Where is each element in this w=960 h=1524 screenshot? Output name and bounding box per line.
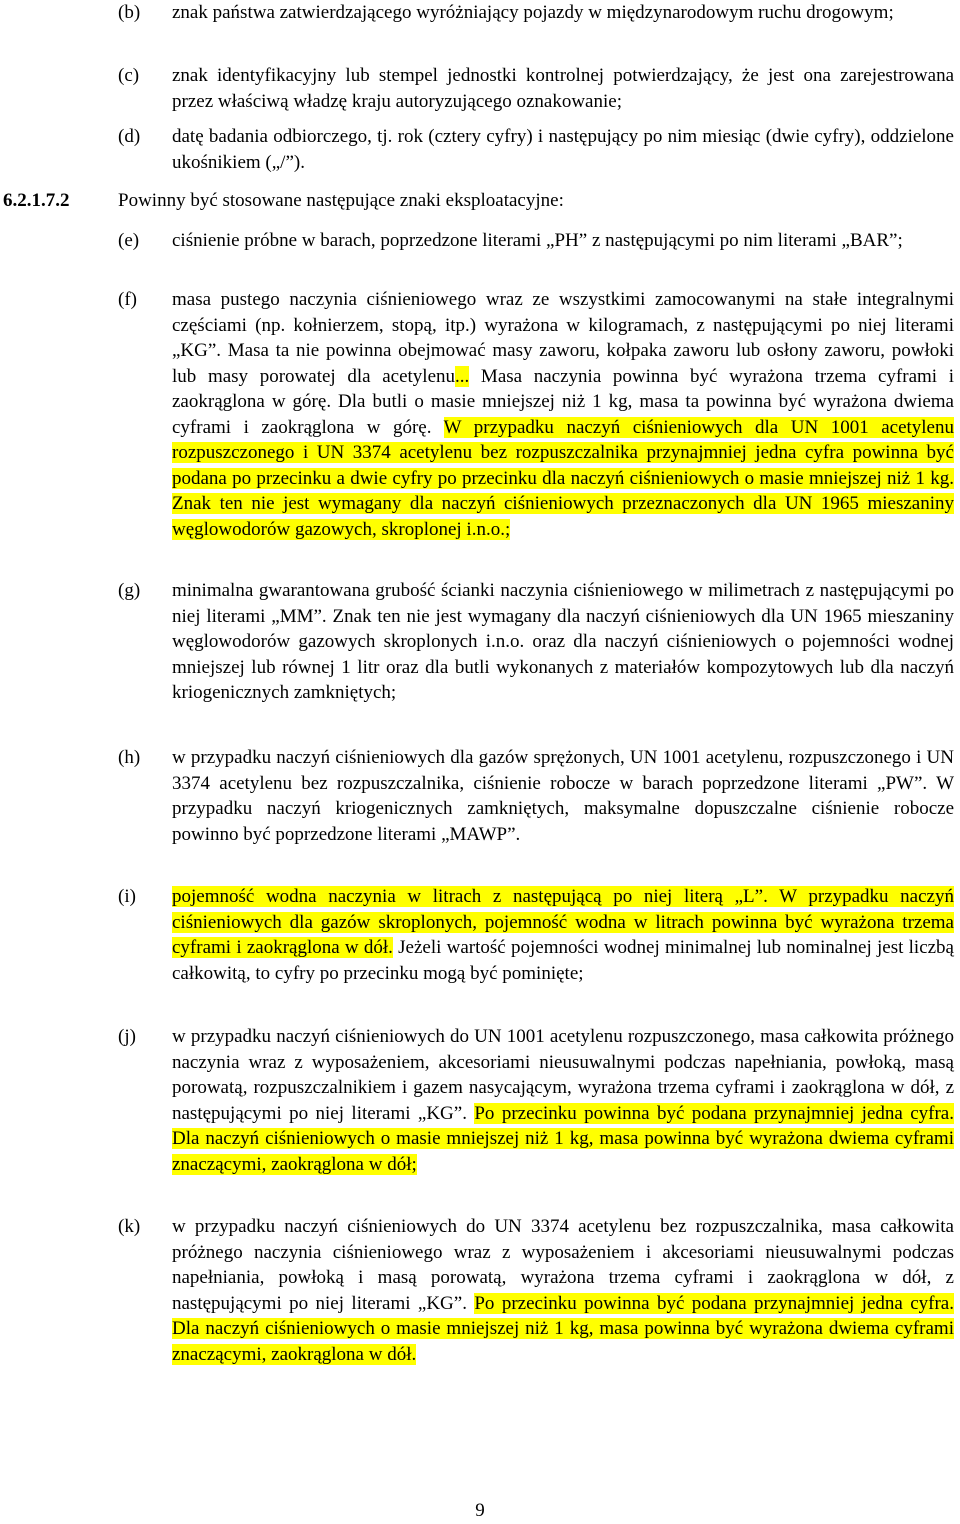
- item-text: [172, 287, 954, 542]
- highlighted-text: pojemność wodna naczynia w litrach z następującą po niej literą „L”. W przypadku naczyń ciśnieniowych dla gazów skroplonych, pojemność wodna w litrach powinna być wyrażona trzema cyframi i zaokrąglona w dół.: [172, 886, 954, 958]
- item-text: [172, 1214, 954, 1367]
- item-label: (j): [118, 1026, 136, 1047]
- item-text: [172, 1024, 954, 1177]
- highlighted-text: W przypadku naczyń ciśnieniowych dla UN 1001 acetylenu rozpuszczonego i UN 3374 acetylenu bez rozpuszczalnika przynajmniej jedna cyfra powinna być podana po przecinku a dwie cyfry po przecinku dla naczyń ciśnieniowych o masie mniejszej niż 1 kg. Znak ten nie jest wymagany dla naczyń ciśnieniowych przeznaczonych dla UN 1965 mieszaniny węglowodorów gazowych, skroplonej i.n.o.;: [172, 416, 954, 540]
- item-label: (d): [118, 126, 141, 147]
- section-title: Powinny być stosowane następujące znaki eksploatacyjne:: [118, 190, 564, 211]
- item-label: (c): [118, 65, 140, 86]
- highlighted-text: Po przecinku powinna być podana przynajmniej jedna cyfra. Dla naczyń ciśnieniowych o masie mniejszej niż 1 kg, masa powinna być wyrażona dwiema cyframi znaczącymi, zaokrąglona w dół.: [172, 1292, 954, 1365]
- page-number: 9: [475, 1500, 485, 1521]
- item-label: (h): [118, 747, 141, 768]
- item-label: (f): [118, 289, 137, 310]
- item-label: (k): [118, 1216, 141, 1237]
- item-label: (b): [118, 2, 141, 23]
- item-text: [172, 745, 954, 847]
- item-text-segment: w przypadku naczyń ciśnieniowych do UN 3374 acetylenu bez rozpuszczalnika, masa całkowita próżnego naczynia ciśnieniowego wraz z wyposażeniem i akcesoriami nieusuwalnymi podczas napełniania, powłoką i masą porowatą, wyrażona trzema cyframi i zaokrąglona w dół, z następującymi po niej literami „KG”.: [172, 1216, 954, 1314]
- item-text-segment: Masa naczynia powinna być wyrażona trzema cyframi i zaokrąglona w górę. Dla butli o masie mniejszej niż 1 kg, masa ta powinna być wyrażona dwiema cyframi i zaokrąglona w górę.: [172, 365, 954, 438]
- section-number: 6.2.1.7.2: [3, 190, 70, 211]
- item-text: [172, 0, 954, 26]
- item-label: (e): [118, 230, 140, 251]
- item-text-segment: ciśnienie próbne w barach, poprzedzone literami „PH” z następującymi po nim literami „BAR”;: [172, 230, 903, 251]
- item-text-segment: znak identyfikacyjny lub stempel jednostki kontrolnej potwierdzający, że jest ona zarejestrowana przez właściwą władzę kraju autoryzującego oznakowanie;: [172, 65, 954, 112]
- item-text: [172, 578, 954, 706]
- item-text-segment: Jeżeli wartość pojemności wodnej minimalnej lub nominalnej jest liczbą całkowitą, to cyfry po przecinku mogą być pominięte;: [172, 937, 954, 984]
- item-text-segment: masa pustego naczynia ciśnieniowego wraz ze wszystkimi zamocowanymi na stałe integralnymi częściami (np. kołnierzem, stopą, itp.) wyrażona w kilogramach, z następującymi po niej literami „KG”. Masa ta nie powinna obejmować masy zaworu, kołpaka zaworu lub osłony zaworu, powłoki lub masy porowatej dla acetylenu: [172, 289, 954, 387]
- item-label: (i): [118, 886, 136, 907]
- item-label: (g): [118, 580, 141, 601]
- item-text: [172, 884, 954, 986]
- item-text-segment: w przypadku naczyń ciśnieniowych do UN 1001 acetylenu rozpuszczonego, masa całkowita próżnego naczynia wraz z wyposażeniem, akcesoriami nieusuwalnymi podczas napełniania, powłoką, masą porowatą, rozpuszczalnikiem i gazem nasycającym, wyrażona trzema cyframi i zaokrąglona w dół, z następującymi po niej literami „KG”.: [172, 1026, 954, 1124]
- highlighted-text: Po przecinku powinna być podana przynajmniej jedna cyfra. Dla naczyń ciśnieniowych o masie mniejszej niż 1 kg, masa powinna być wyrażona dwiema cyframi znaczącymi, zaokrąglona w dół;: [172, 1102, 954, 1175]
- item-text-segment: minimalna gwarantowana grubość ścianki naczynia ciśnieniowego w milimetrach z następującymi po niej literami „MM”. Znak ten nie jest wymagany dla naczyń ciśnieniowych dla UN 1965 mieszaniny węglowodorów gazowych skroplonych i.n.o. oraz dla naczyń ciśnieniowych o pojemności wodnej mniejszej lub równej 1 litr oraz dla butli wykonanych z materiałów kompozytowych lub dla naczyń kriogenicznych zamkniętych;: [172, 580, 954, 703]
- item-text-segment: w przypadku naczyń ciśnieniowych dla gazów sprężonych, UN 1001 acetylenu, rozpuszczonego i UN 3374 acetylenu bez rozpuszczalnika, ciśnienie robocze w barach poprzedzone literami „PW”. W przypadku naczyń kriogenicznych zamkniętych, maksymalne dopuszczalne ciśnienie robocze powinno być poprzedzone literami „MAWP”.: [172, 747, 954, 845]
- highlighted-text: ...: [455, 365, 470, 387]
- item-text: [172, 63, 954, 114]
- item-text: [172, 124, 954, 175]
- item-text-segment: znak państwa zatwierdzającego wyróżniający pojazdy w międzynarodowym ruchu drogowym;: [172, 2, 894, 23]
- item-text: [172, 228, 954, 254]
- item-text-segment: datę badania odbiorczego, tj. rok (cztery cyfry) i następujący po nim miesiąc (dwie cyfry), oddzielone ukośnikiem („/”).: [172, 126, 954, 173]
